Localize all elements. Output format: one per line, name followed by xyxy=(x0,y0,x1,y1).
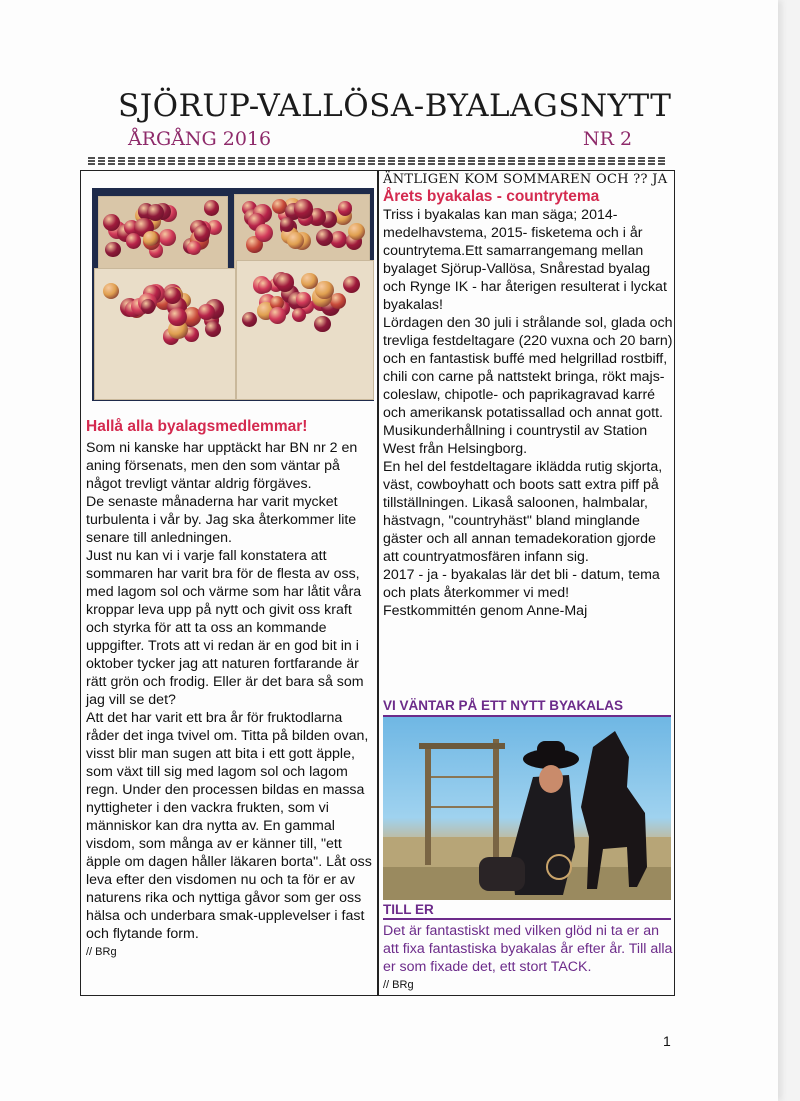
right-article-heading: Årets byakalas - countrytema xyxy=(383,188,600,205)
left-signature: // BRg xyxy=(86,946,117,958)
cowgirl-horse-photo xyxy=(383,717,671,900)
right-article-kicker: ÄNTLIGEN KOM SOMMAREN OCH ?? JA xyxy=(383,172,668,187)
ornamental-rule xyxy=(88,156,668,165)
right-article xyxy=(383,172,673,620)
banner-heading: VI VÄNTAR PÅ ETT NYTT BYAKALAS xyxy=(383,698,671,717)
left-article-heading: Hallå alla byalagsmedlemmar! xyxy=(86,418,308,435)
page-number: 1 xyxy=(663,1033,671,1049)
right-paragraph: 2017 - ja - byakalas lär det bli - datum, tema och plats återkommer vi med! xyxy=(383,567,660,601)
left-paragraph: Som ni kanske har upptäckt har BN nr 2 en aning försenats, men den som väntar på något trevligt väntar aldrig förgäves. xyxy=(86,440,358,492)
left-paragraph: äpple om dagen håller läkaren borta". Låt oss leva efter den visdomen nu och ta för er av naturens rika och nyttiga gåvor som ger oss hälsa och underbara smak-upplevelser i fast och flytande form. xyxy=(86,854,372,942)
issue-label: NR 2 xyxy=(583,128,633,150)
apples-photo xyxy=(92,188,374,401)
thanks-text: Det är fantastiskt med vilken glöd ni ta er an att fixa fantastiska byakalas år efter år. Till alla er som fixade det, ett stort TACK. xyxy=(383,923,673,975)
newsletter-title: SJÖRUP-VALLÖSA-BYALAGSNYTT xyxy=(118,88,672,124)
right-paragraph: Lördagen den 30 juli i strålande sol, glada och trevliga festdeltagare (220 vuxna och 20 barn) och en fantastisk buffé med helgrillad rostbiff, chili con carne på nattstekt bringa, rökt majs-coleslaw, chipotle- och paprikagravad karré och amerikansk potatissallad och annat gott. xyxy=(383,315,673,421)
thanks-signature: // BRg xyxy=(383,979,414,991)
column-divider xyxy=(377,170,379,996)
right-paragraph: Musikunderhållning i countrystil av Station West från Helsingborg. xyxy=(383,423,648,457)
left-paragraph: De senaste månaderna har varit mycket turbulenta i vår by. Jag ska återkommer lite senare till anledningen. xyxy=(86,494,357,546)
right-paragraph: En hel del festdeltagare iklädda rutig skjorta, väst, cowboyhatt och boots satt extra piff på tillställningen. Likaså saloonen, halmbalar, hästvagn, "countryhäst" bland minglande gäster och all annan temadekoration gjorde att countryatmosfären infann sig. xyxy=(383,459,663,565)
right-paragraph: Triss i byakalas kan man säga; 2014- medelhavstema, 2015- fisketema och i år countrytema.Ett samarrangemang mellan byalaget Sjörup-Vallösa, Snårestad byalag och Rynge IK - har återigen resulterat i lyckat byakalas! xyxy=(383,207,667,313)
left-paragraph: Att det har varit ett bra år för fruktodlarna råder det inga tvivel om. Titta på bilden ovan, visst blir man sugen att bita i ett gott äpple, som växt till sig med lagom sol och lagom regn. Under den processen bildas en massa nyttigheter i den vackra frukten, som vi människor kan dra nytta av. En gammal visdom, som många av er känner till, "ett xyxy=(86,710,369,852)
right-paragraph: Festkommittén genom Anne-Maj xyxy=(383,603,588,619)
thanks-heading: TILL ER xyxy=(383,902,671,920)
left-article xyxy=(86,418,372,959)
left-paragraph: Just nu kan vi i varje fall konstatera att sommaren har varit bra för de flesta av oss, med lagom sol och värme som har låtit våra kroppar leva upp på nytt och givit oss kraft och styrka för att ta oss an kommande uppgifter. Trots att vi redan är en god bit in i oktober tycker jag att naturen fortfarande är rätt grön och frodig. Eller är det bara så som jag vill se det? xyxy=(86,548,364,708)
thanks-section xyxy=(383,922,673,992)
volume-label: ÅRGÅNG 2016 xyxy=(128,128,272,150)
